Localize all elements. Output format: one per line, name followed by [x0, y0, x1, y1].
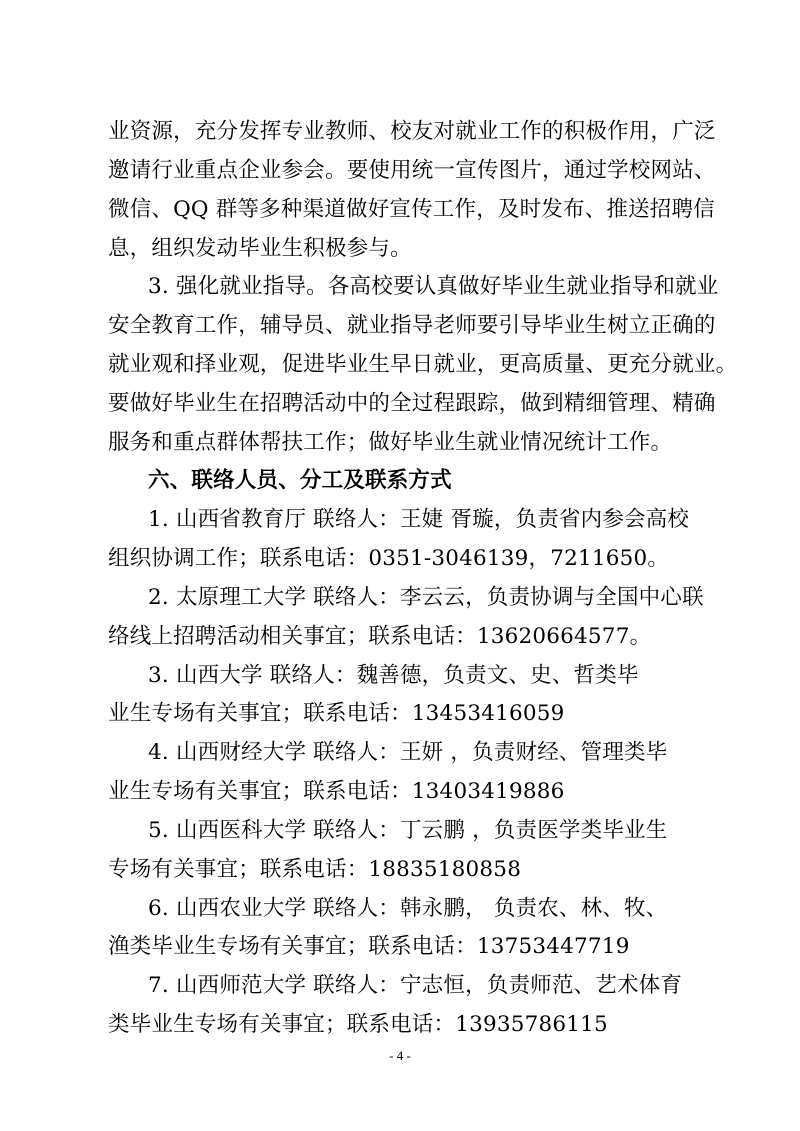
- contact-line: 类毕业生专场有关事宜；联系电话：13935786115: [108, 1012, 608, 1037]
- contact-line: 2. 太原理工大学 联络人：李云云，负责协调与全国中心联: [148, 584, 704, 610]
- paragraph-line: 服务和重点群体帮扶工作；做好毕业生就业情况统计工作。: [108, 429, 673, 455]
- contact-line: 3. 山西大学 联络人：魏善德，负责文、史、哲类毕: [148, 662, 639, 688]
- page-number: - 4 -: [389, 1048, 411, 1063]
- contact-line: 渔类毕业生专场有关事宜；联系电话：13753447719: [108, 934, 630, 960]
- contact-line: 络线上招聘活动相关事宜；联系电话：13620664577。: [108, 623, 652, 649]
- paragraph-line: 安全教育工作，辅导员、就业指导老师要引导毕业生树立正确的: [108, 313, 716, 339]
- contact-line: 业生专场有关事宜；联系电话：13453416059: [108, 701, 565, 727]
- section-heading: 六、联络人员、分工及联系方式: [148, 468, 452, 494]
- contact-line: 7. 山西师范大学 联络人：宁志恒，负责师范、艺术体育: [148, 973, 683, 999]
- contact-line: 业生专场有关事宜；联系电话：13403419886: [108, 779, 565, 804]
- paragraph-line: 3. 强化就业指导。各高校要认真做好毕业生就业指导和就业: [148, 274, 719, 300]
- contact-line: 1. 山西省教育厅 联络人：王婕 胥璇，负责省内参会高校: [148, 507, 690, 533]
- contact-line: 组织协调工作；联系电话：0351-3046139，7211650。: [108, 546, 670, 572]
- paragraph-line: 邀请行业重点企业参会。要使用统一宣传图片，通过学校网站、: [108, 157, 716, 183]
- paragraph-line: 就业观和择业观，促进毕业生早日就业，更高质量、更充分就业。: [108, 352, 738, 377]
- contact-line: 专场有关事宜；联系电话：18835180858: [108, 856, 522, 882]
- contact-line: 6. 山西农业大学 联络人：韩永鹏， 负责农、林、牧、: [148, 895, 668, 921]
- paragraph-line: 业资源，充分发挥专业教师、校友对就业工作的积极作用，广泛: [108, 119, 716, 144]
- paragraph-line: 要做好毕业生在招聘活动中的全过程跟踪，做到精细管理、精确: [108, 390, 716, 416]
- contact-line: 4. 山西财经大学 联络人：王妍 ，负责财经、管理类毕: [148, 740, 668, 766]
- paragraph-line: 息，组织发动毕业生积极参与。: [108, 235, 412, 261]
- contact-line: 5. 山西医科大学 联络人：丁云鹏 ，负责医学类毕业生: [148, 817, 668, 843]
- paragraph-line: 微信、QQ 群等多种渠道做好宣传工作，及时发布、推送招聘信: [108, 196, 715, 222]
